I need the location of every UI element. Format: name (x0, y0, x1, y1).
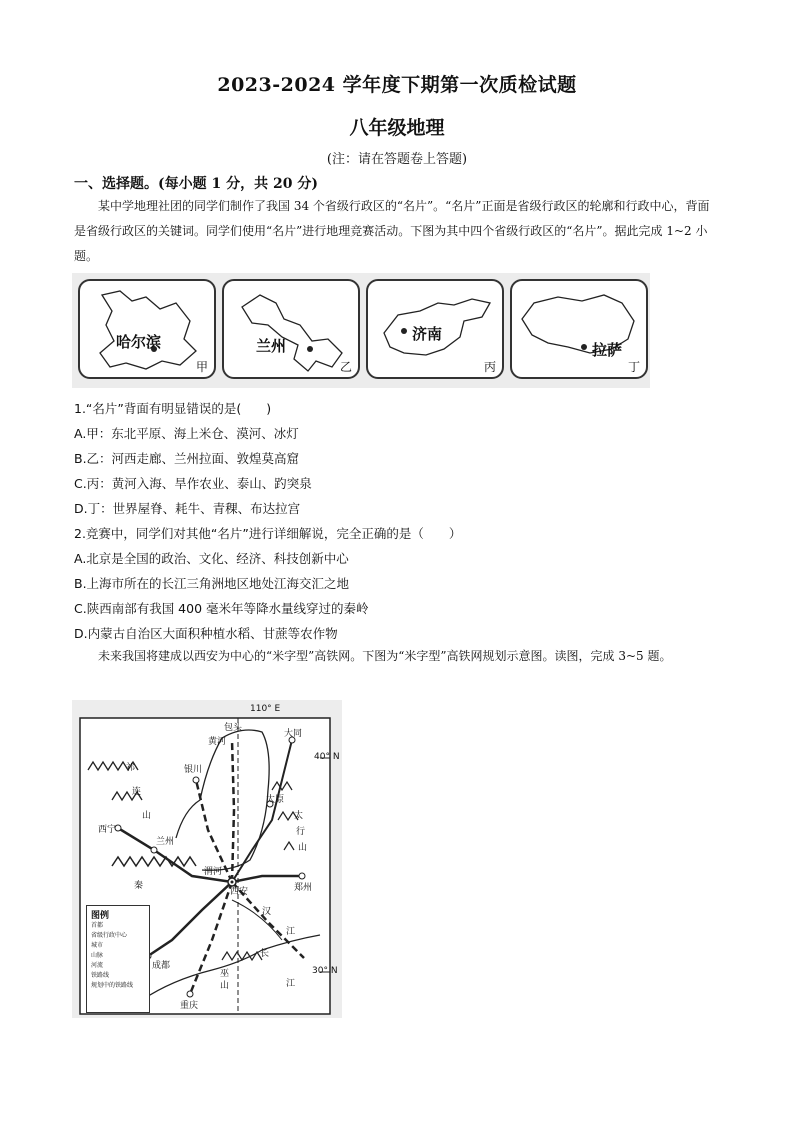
latitude-30-label: 30° N (312, 966, 338, 976)
latitude-40-label: 40° N (314, 752, 340, 762)
qilian-label: 山 (142, 811, 152, 821)
section-heading: 一、选择题。(每小题 1 分，共 20 分) (74, 176, 318, 192)
intro-paragraph: 某中学地理社团的同学们制作了我国 34 个省级行政区的“名片”。“名片”正面是省级行政区的轮廓和行政中心，背面是省级行政区的关键词。同学们使用“名片”进行地理竞赛活动。下图为其中四个省级行政区的“名片”。据此完成 1~2 小题。 (74, 199, 710, 263)
river-weihe-label: 渭河 (204, 867, 223, 877)
city-xining: 西宁 (98, 825, 117, 835)
question-1: 1.“名片”背面有明显错误的是( ) (74, 401, 272, 416)
qilian-label: 连 (132, 787, 142, 797)
legend-item: 规划中的铁路线 (91, 982, 134, 989)
option-1c: C.丙：黄河入海、旱作农业、泰山、趵突泉 (74, 476, 312, 491)
city-zhengzhou: 郑州 (294, 883, 313, 893)
changjiang-label: 江 (286, 979, 296, 989)
legend-item: 铁路线 (91, 972, 110, 979)
card-bing (366, 279, 504, 379)
taihang-label: 山 (298, 843, 308, 853)
legend-item: 山脉 (91, 952, 104, 959)
option-2a: A.北京是全国的政治、文化、经济、科技创新中心 (74, 551, 349, 566)
city-xian: 西安 (230, 887, 249, 897)
card-tag: 乙 (339, 360, 352, 374)
option-1b: B.乙：河西走廊、兰州拉面、敦煌莫高窟 (74, 451, 300, 466)
card-city: 兰州 (256, 337, 287, 355)
river-huanghe-label: 黄河 (208, 737, 227, 747)
legend-item: 河流 (91, 962, 104, 969)
city-lanzhou: 兰州 (156, 837, 175, 847)
qinling-label: 秦 (134, 881, 144, 891)
map-legend (86, 905, 150, 1013)
city-baotou: 包头 (224, 723, 243, 733)
heilongjiang-outline-icon (80, 281, 214, 377)
legend-title: 图例 (91, 911, 110, 921)
card-yi (222, 279, 360, 379)
option-2c: C.陕西南部有我国 400 毫米年等降水量线穿过的秦岭 (74, 601, 369, 616)
province-cards-figure (72, 273, 650, 388)
river-han-label: 江 (286, 927, 296, 937)
city-chengdu: 成都 (152, 961, 171, 971)
option-2b: B.上海市所在的长江三角洲地区地处江海交汇之地 (74, 576, 350, 591)
card-tag: 丁 (627, 360, 640, 374)
exam-subtitle: 八年级地理 (349, 117, 445, 139)
exam-note: (注：请在答题卷上答题) (326, 152, 468, 167)
legend-item: 首都 (91, 922, 104, 929)
tibet-outline-icon (512, 281, 646, 377)
wushan-label: 山 (220, 981, 230, 991)
taihang-label: 太 (294, 811, 304, 821)
card-ding (510, 279, 648, 379)
card-tag: 甲 (195, 360, 208, 374)
intro-paragraph-2: 未来我国将建成以西安为中心的“米字型”高铁网。下图为“米字型”高铁网规划示意图。读图，完成 3~5 题。 (98, 649, 672, 663)
card-tag: 丙 (483, 360, 496, 374)
option-1a: A.甲：东北平原、海上米仓、漠河、冰灯 (74, 426, 299, 441)
city-yinchuan: 银川 (184, 765, 203, 775)
question-2: 2.竞赛中，同学们对其他“名片”进行详细解说，完全正确的是（ ） (74, 526, 462, 541)
legend-item: 城市 (91, 942, 104, 949)
city-taiyuan: 太原 (266, 795, 285, 805)
river-han-label: 汉 (262, 907, 272, 917)
card-city: 拉萨 (592, 341, 623, 359)
legend-item: 省级行政中心 (91, 932, 128, 939)
qilian-label: 祁 (126, 763, 136, 773)
rail-network-map (72, 700, 342, 1018)
wushan-label: 巫 (220, 969, 230, 979)
city-chongqing: 重庆 (180, 1001, 199, 1011)
card-city: 哈尔滨 (116, 333, 162, 351)
card-jia (78, 279, 216, 379)
longitude-label: 110° E (250, 704, 281, 714)
card-city: 济南 (412, 325, 443, 343)
gansu-outline-icon (224, 281, 358, 377)
exam-title: 2023-2024 学年度下期第一次质检试题 (217, 74, 577, 96)
city-datong: 大同 (284, 729, 303, 739)
taihang-label: 行 (296, 827, 306, 837)
option-2d: D.内蒙古自治区大面积种植水稻、甘蔗等农作物 (74, 626, 338, 641)
changjiang-label: 长 (260, 949, 270, 959)
option-1d: D.丁：世界屋脊、耗牛、青稞、布达拉宫 (74, 501, 301, 516)
